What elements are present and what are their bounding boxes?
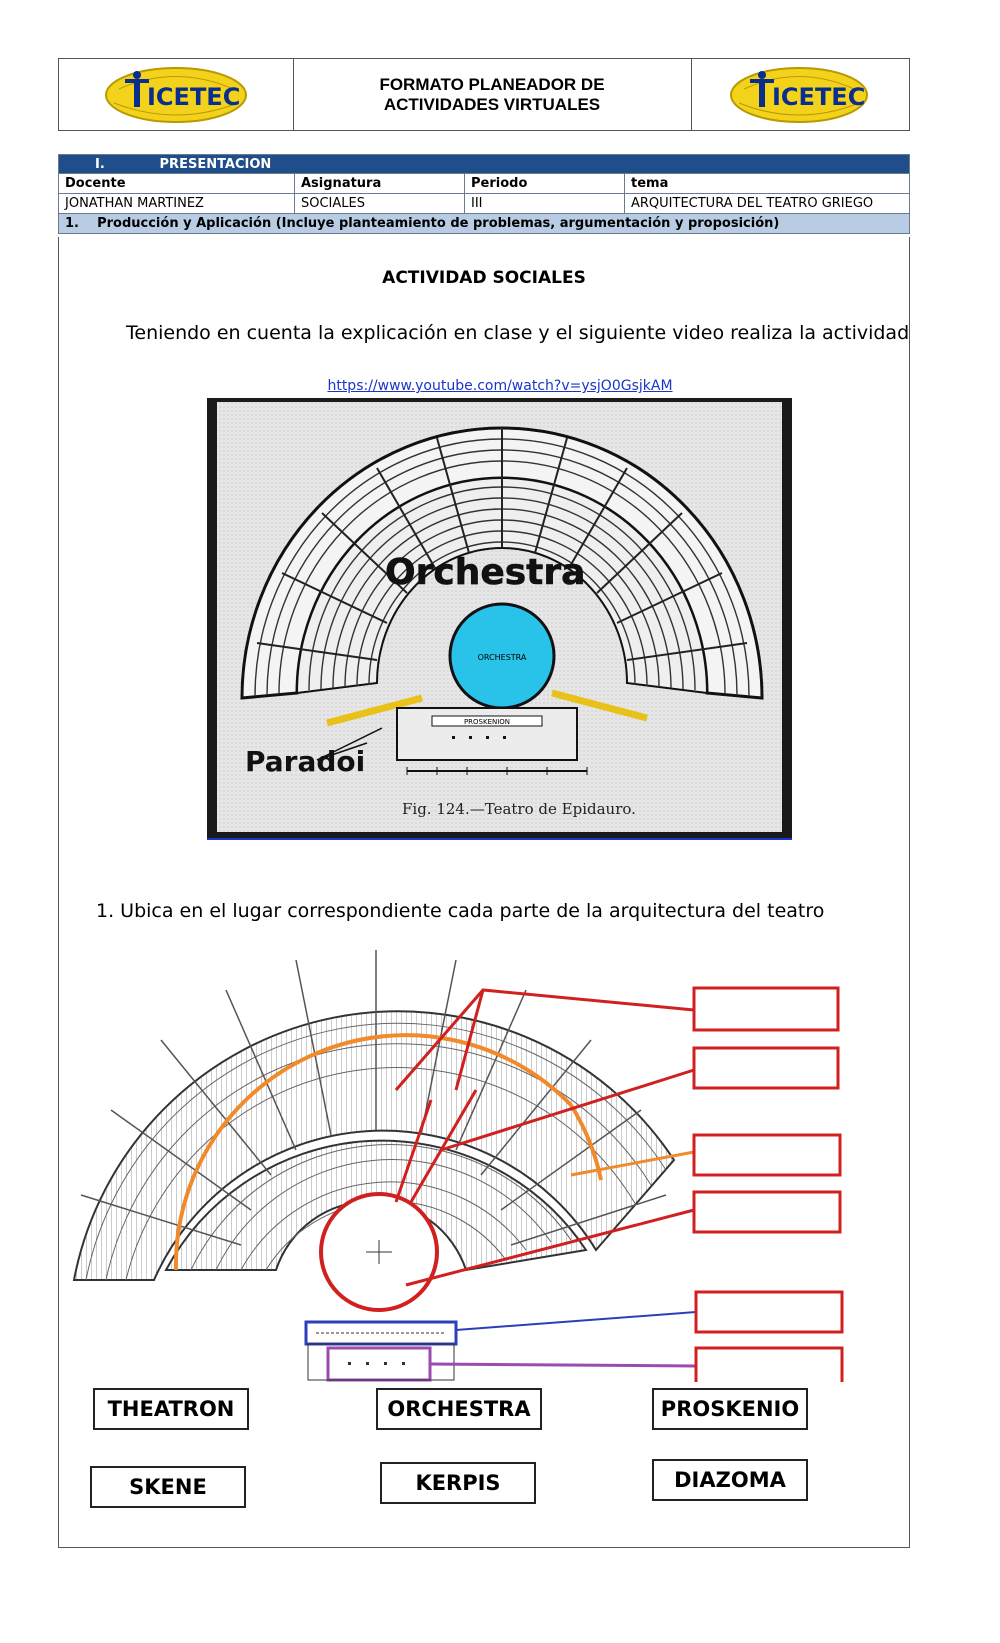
video-link[interactable]: https://www.youtube.com/watch?v=ysjO0GsjkAM — [327, 378, 673, 394]
info-value-row — [59, 194, 910, 214]
logo-cell-left — [59, 59, 294, 130]
word-kerpis[interactable]: KERPIS — [380, 1462, 536, 1504]
section-band — [59, 155, 910, 174]
answer-box-1[interactable] — [694, 988, 838, 1030]
col-tema: tema — [625, 174, 910, 194]
svg-text:Paradoi: Paradoi — [245, 745, 366, 778]
word-diazoma[interactable]: DIAZOMA — [652, 1459, 808, 1501]
icetec-logo-left — [59, 59, 293, 130]
document-header — [58, 58, 910, 131]
answer-box-4[interactable] — [694, 1192, 840, 1232]
col-asignatura: Asignatura — [295, 174, 465, 194]
value-tema: ARQUITECTURA DEL TEATRO GRIEGO — [625, 194, 910, 214]
presentation-table — [58, 154, 910, 234]
svg-text:Fig. 124.—Teatro de Epidauro.: Fig. 124.—Teatro de Epidauro. — [402, 800, 636, 818]
section-title: PRESENTACION — [159, 156, 272, 172]
info-header-row — [59, 174, 910, 194]
word-orchestra[interactable]: ORCHESTRA — [376, 1388, 542, 1430]
logo-cell-right — [692, 59, 910, 130]
answer-box-2[interactable] — [694, 1048, 838, 1088]
epidaurus-photo — [207, 398, 792, 840]
value-asignatura: SOCIALES — [295, 194, 465, 214]
value-docente: JONATHAN MARTINEZ — [59, 194, 295, 214]
col-periodo: Periodo — [465, 174, 625, 194]
question-1: 1. Ubica en el lugar correspondiente cada parte de la arquitectura del teatro — [96, 900, 825, 922]
col-docente: Docente — [59, 174, 295, 194]
section-number: I. — [95, 156, 105, 172]
theatre-diagram — [66, 930, 900, 1382]
word-skene[interactable]: SKENE — [90, 1466, 246, 1508]
svg-text:Orchestra: Orchestra — [385, 552, 586, 593]
word-theatron[interactable]: THEATRON — [93, 1388, 249, 1430]
activity-title: ACTIVIDAD SOCIALES — [382, 268, 586, 288]
icetec-logo-right — [692, 59, 910, 130]
svg-text:PROSKENION: PROSKENION — [463, 718, 511, 726]
svg-text:ORCHESTRA: ORCHESTRA — [477, 653, 527, 662]
subsection-title: 1. Producción y Aplicación (Incluye planteamiento de problemas, argumentación y proposición) — [59, 214, 910, 234]
svg-text:ICETEC: ICETEC — [772, 83, 866, 111]
svg-text:ICETEC: ICETEC — [147, 83, 241, 111]
answer-box-6[interactable] — [696, 1348, 842, 1382]
subsection-band — [59, 214, 910, 234]
answer-box-5[interactable] — [696, 1292, 842, 1332]
document-title: FORMATO PLANEADOR DE ACTIVIDADES VIRTUALES — [293, 59, 692, 130]
value-periodo: III — [465, 194, 625, 214]
answer-box-3[interactable] — [694, 1135, 840, 1175]
word-proskenio[interactable]: PROSKENIO — [652, 1388, 808, 1430]
instruction-text: Teniendo en cuenta la explicación en clase y el siguiente video realiza la actividad — [126, 322, 910, 344]
